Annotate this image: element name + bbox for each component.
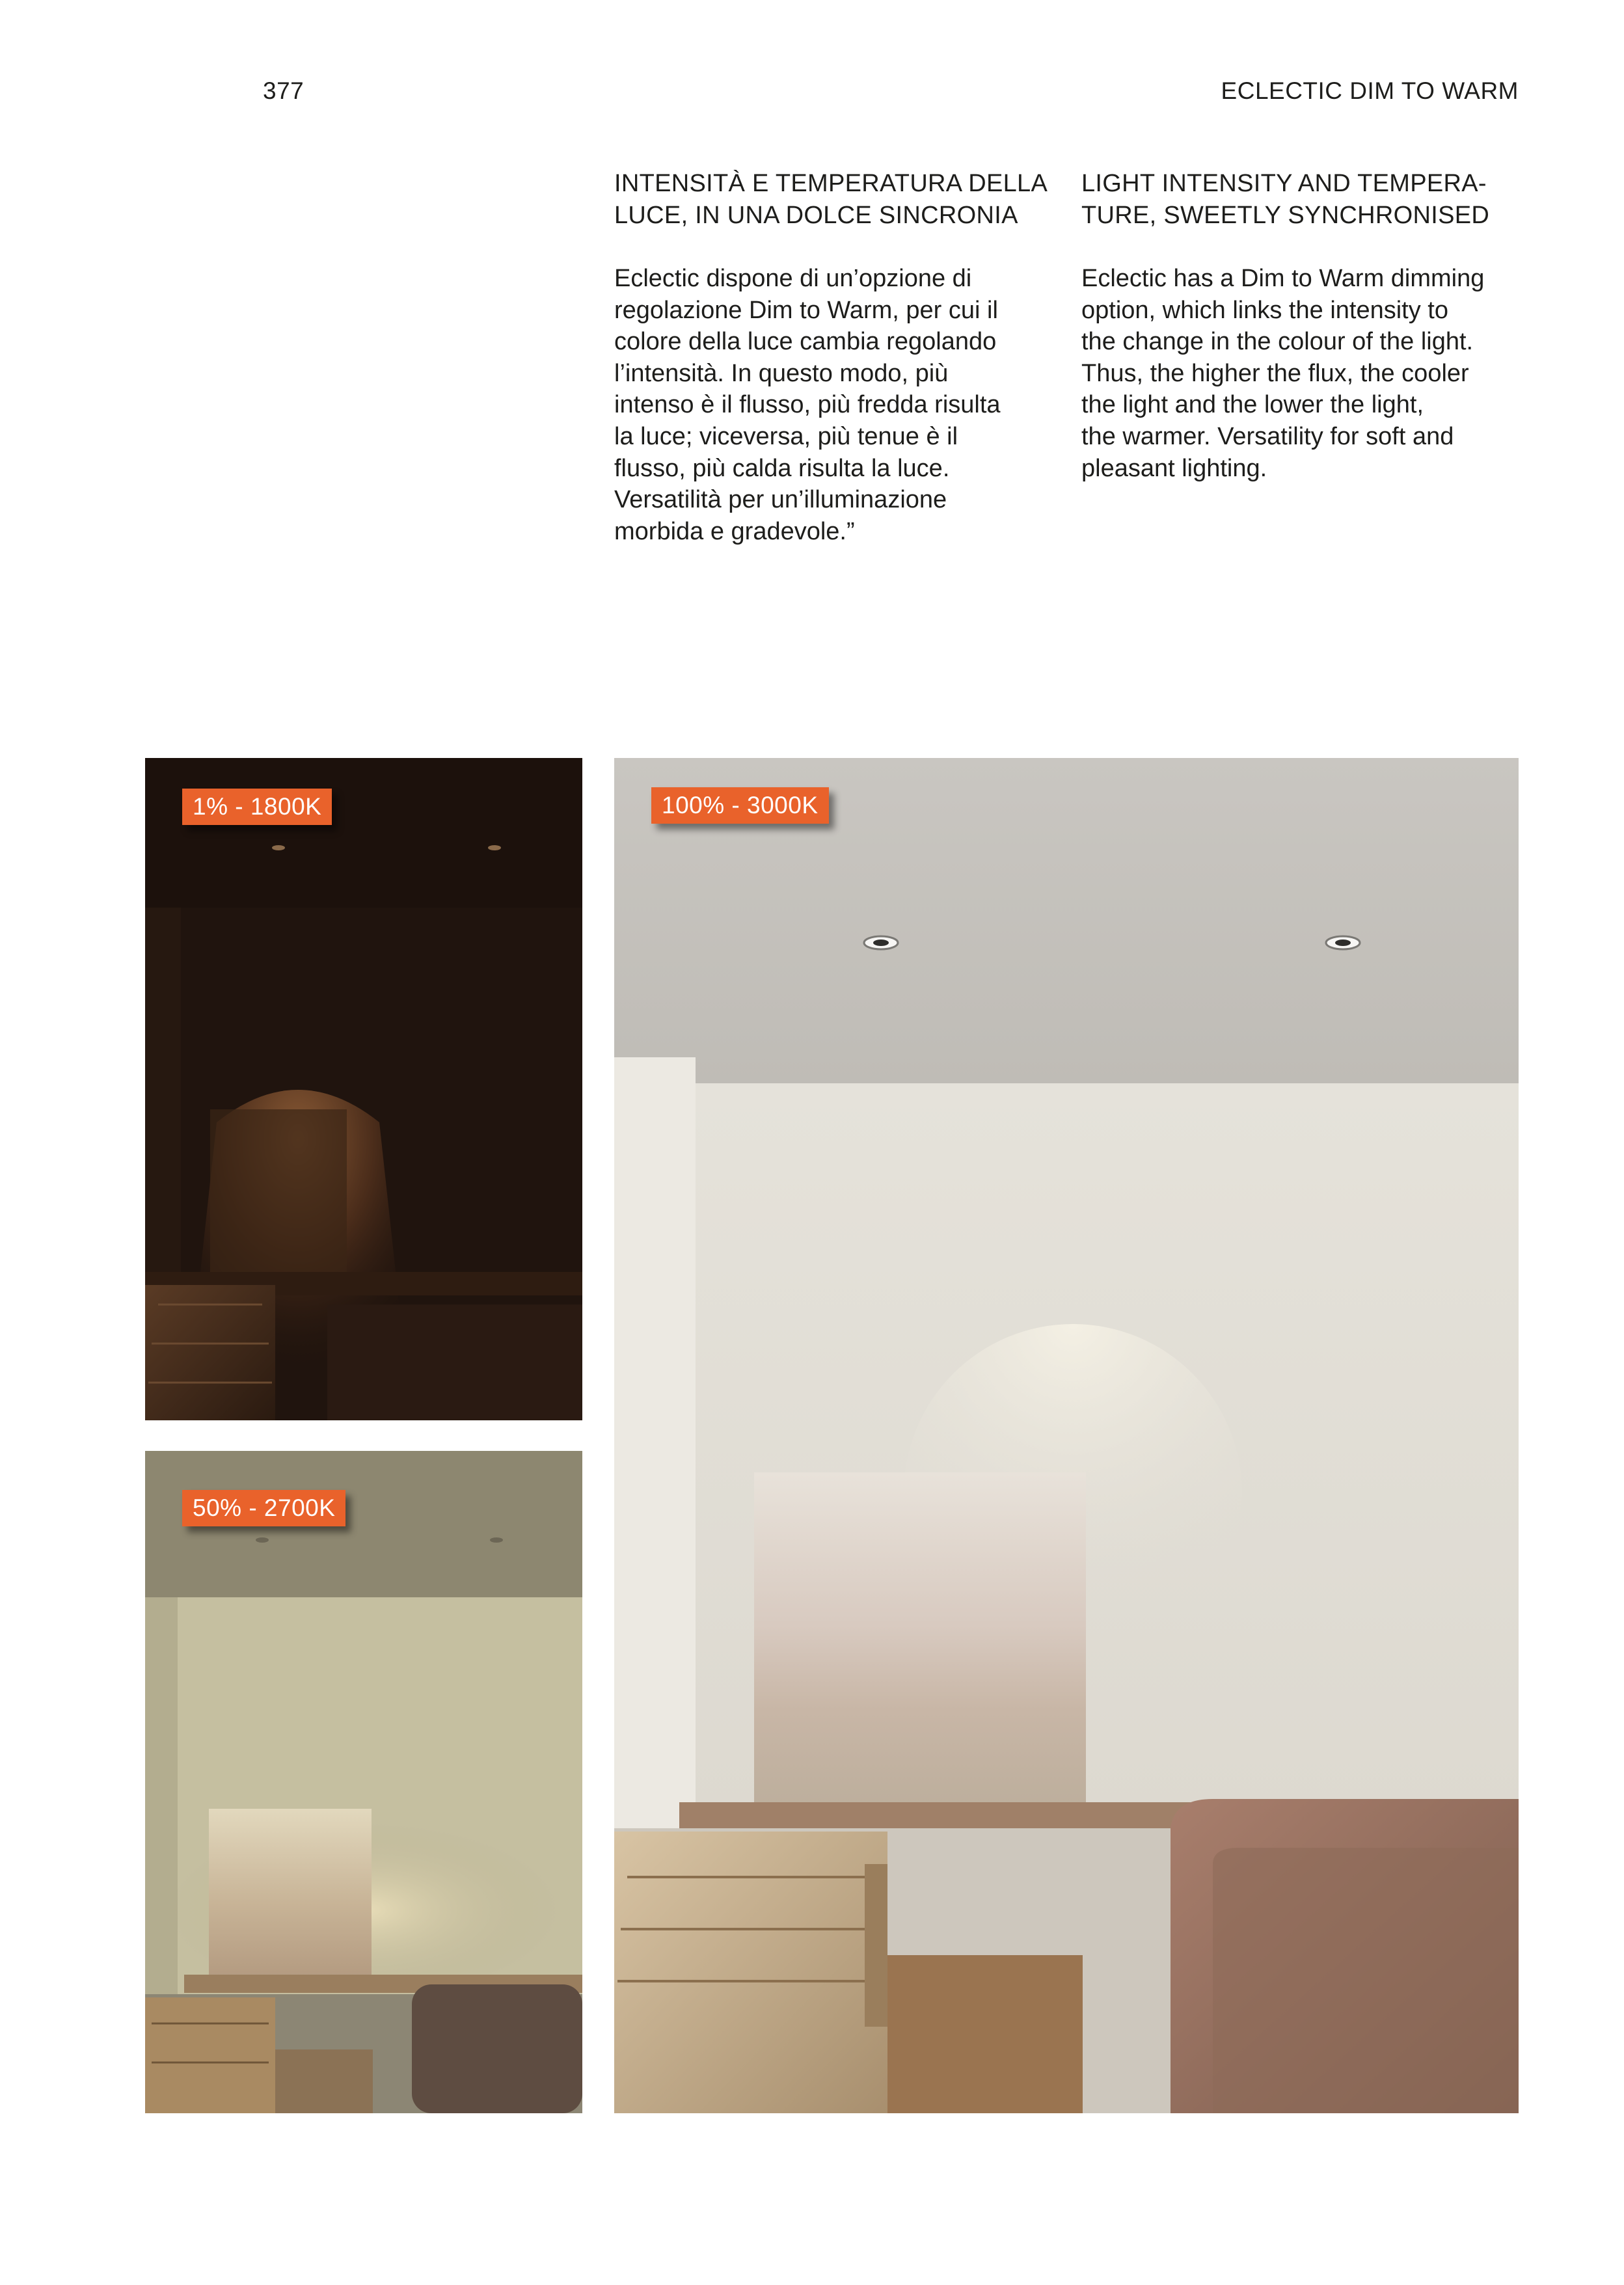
section-title: ECLECTIC DIM TO WARM	[1221, 77, 1519, 104]
dark-room-illustration	[145, 758, 582, 1420]
bright-room-illustration	[614, 758, 1519, 2113]
english-heading: LIGHT INTENSITY AND TEMPERA- TURE, SWEETLY SYNCHRONISED	[1081, 170, 1490, 229]
warm-room-illustration	[145, 1451, 582, 2113]
dim-level-tag: 100% - 3000K	[651, 787, 829, 824]
photo-50-percent	[145, 1451, 582, 2113]
italian-body: Eclectic dispone di un’opzione di regolazione Dim to Warm, per cui il colore della luce cambia regolando l’intensità. In questo modo, più intenso è il flusso, più fredda risulta la luce; viceversa, più tenue è il flusso, più calda risulta la luce. Versatilità per un’illuminazione morbida e gradevole.”	[614, 265, 1001, 545]
page-number: 377	[263, 77, 304, 104]
italian-heading: INTENSITÀ E TEMPERATURA DELLA LUCE, IN UNA DOLCE SINCRONIA	[614, 170, 1048, 229]
dim-level-tag: 1% - 1800K	[182, 789, 332, 825]
english-body: Eclectic has a Dim to Warm dimming option, which links the intensity to the change in the colour of the light. Thus, the higher the flux, the cooler the light and the lower the light, the warmer. Versatility for soft and pleasant lighting.	[1081, 265, 1485, 482]
dim-level-tag: 50% - 2700K	[182, 1490, 345, 1526]
photo-1-percent	[145, 758, 582, 1420]
photo-100-percent	[614, 758, 1519, 2113]
italian-column	[614, 168, 1063, 547]
english-column	[1081, 168, 1530, 484]
